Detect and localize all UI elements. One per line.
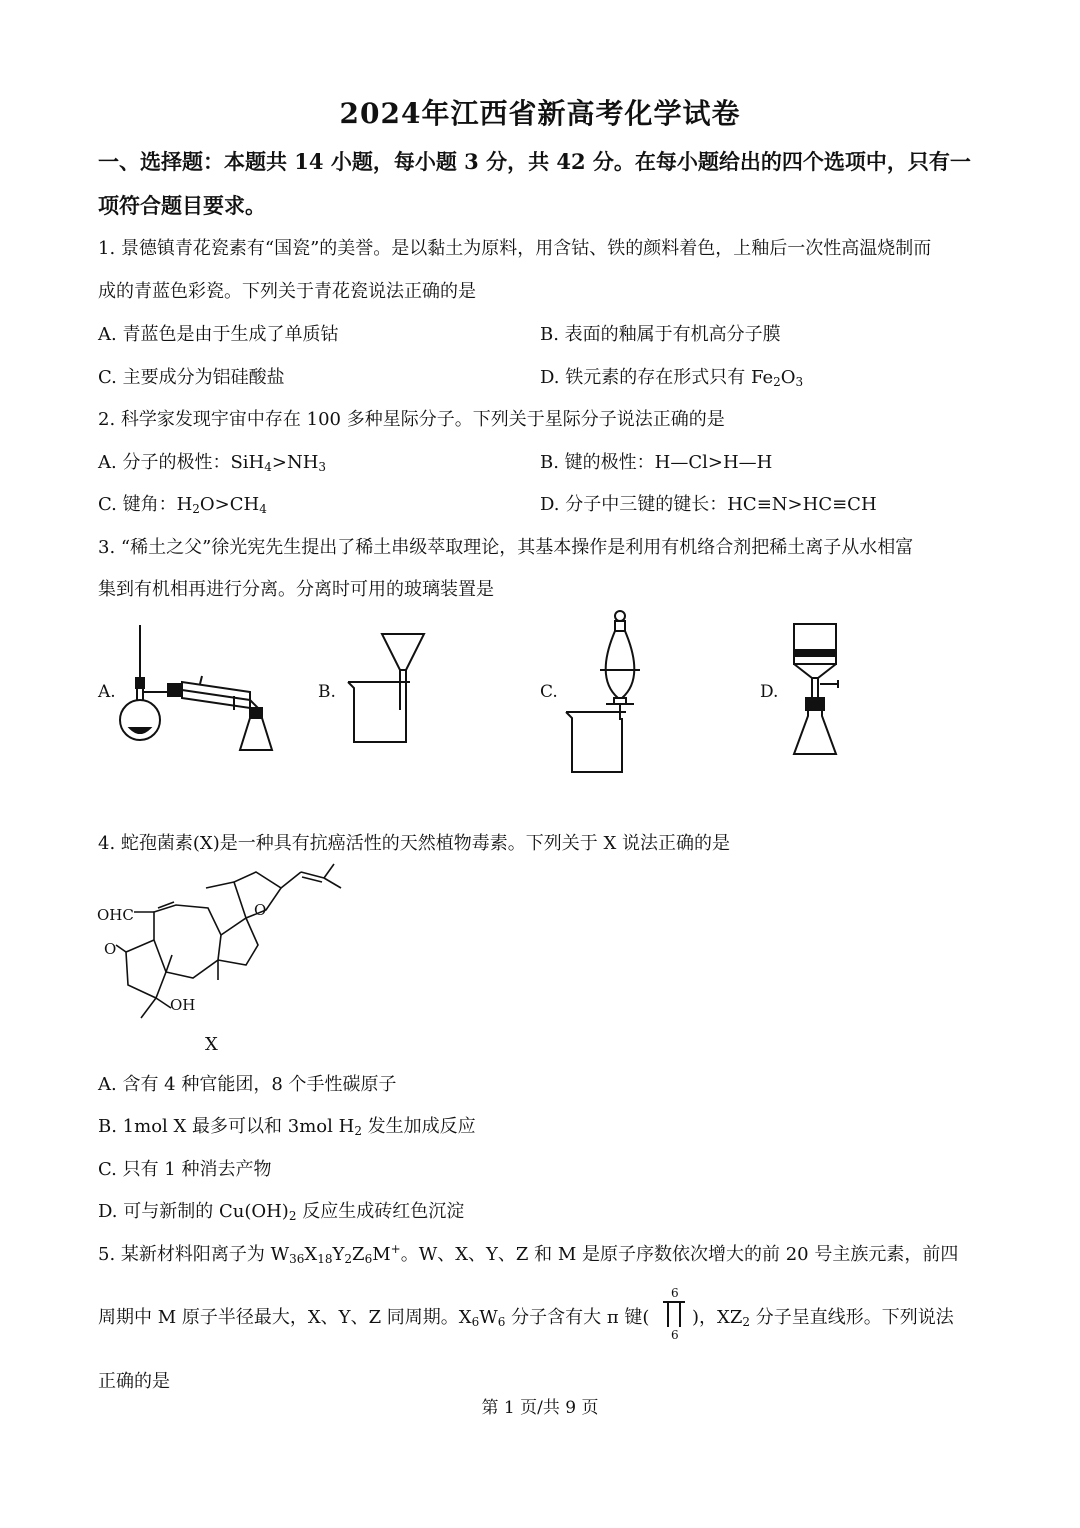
mol-label-cho: OHC [97, 906, 134, 924]
q3-stem-line1: 3. “稀土之父”徐光宪先生提出了稀土串级萃取理论，其基本操作是利用有机络合剂把稀土离子从水相富 [98, 537, 914, 558]
pi-bond-bottom: 6 [671, 1328, 679, 1342]
funnel-beaker-icon [340, 630, 440, 750]
section-heading-line1: 一、选择题：本题共 14 小题，每小题 3 分，共 42 分。在每小题给出的四个选项中，只有一 [98, 149, 971, 174]
q2-option-b: B. 键的极性：H—Cl>H—H [540, 452, 773, 473]
product-symbol-icon [663, 1301, 685, 1327]
q4-stem: 4. 蛇孢菌素(X)是一种具有抗癌活性的天然植物毒素。下列关于 X 说法正确的是 [98, 833, 731, 854]
q2-stem: 2. 科学家发现宇宙中存在 100 多种星际分子。下列关于星际分子说法正确的是 [98, 409, 725, 430]
q4-option-d: D. 可与新制的 $Cu(OH)_2$ 反应生成砖红色沉淀 [98, 1201, 465, 1223]
mol-label-ketone-o: O [104, 940, 117, 958]
page-title: 2024年江西省新高考化学试卷 [339, 97, 741, 130]
q5-stem-line1: 5. 某新材料阳离子为 $W_{36}X_{18}Y_2Z_6M^+$。W、X、Y、Z 和 M 是原子序数依次增大的前 20 号主族元素，前四 [98, 1242, 959, 1266]
q3-label-a: A. [98, 682, 116, 702]
q4-option-b: B. 1mol X 最多可以和 3mol $H_2$ 发生加成反应 [98, 1116, 476, 1138]
q4-option-c: C. 只有 1 种消去产物 [98, 1159, 272, 1180]
q1-stem-line2: 成的青蓝色彩瓷。下列关于青花瓷说法正确的是 [98, 281, 476, 302]
molecule-name: X [205, 1034, 218, 1055]
separatory-funnel-icon [560, 608, 670, 778]
suction-filtration-icon [790, 620, 870, 760]
q2-option-a: A. 分子的极性：$SiH_4>NH_3$ [98, 452, 327, 474]
q1-option-b: B. 表面的釉属于有机高分子膜 [540, 324, 781, 345]
q3-label-c: C. [540, 682, 558, 702]
q1-option-a: A. 青蓝色是由于生成了单质钴 [98, 324, 339, 345]
q3-label-d: D. [760, 682, 779, 702]
mol-label-ring-o: O [254, 901, 267, 919]
q3-label-b: B. [318, 682, 336, 702]
q1-option-d: D. 铁元素的存在形式只有 $Fe_2O_3$ [540, 367, 804, 389]
q5-stem-line2-part1: 周期中 M 原子半径最大，X、Y、Z 同周期。$X_6W_6$ 分子含有大 π 键( [98, 1307, 650, 1329]
distillation-apparatus-icon [110, 620, 290, 760]
pi-bond-notation [659, 1286, 689, 1342]
section-heading-line2: 项符合题目要求。 [98, 193, 266, 218]
mol-label-oh: OH [170, 996, 196, 1014]
q2-option-c: C. 键角：$H_2O>CH_4$ [98, 494, 267, 516]
q5-stem-line2-part2: )，$XZ_2$ 分子呈直线形。下列说法 [692, 1307, 954, 1329]
pi-bond-top: 6 [671, 1286, 679, 1300]
q3-stem-line2: 集到有机相再进行分离。分离时可用的玻璃装置是 [98, 579, 494, 600]
q1-stem-line1: 1. 景德镇青花瓷素有“国瓷”的美誉。是以黏土为原料，用含钴、铁的颜料着色，上釉后一次性高温烧制而 [98, 238, 932, 259]
q5-stem-line3: 正确的是 [98, 1371, 170, 1392]
q1-option-c: C. 主要成分为铝硅酸盐 [98, 367, 285, 388]
q2-option-d: D. 分子中三键的键长：HC≡N>HC≡CH [540, 494, 877, 515]
molecule-x-structure-icon [96, 860, 356, 1060]
q4-option-a: A. 含有 4 种官能团，8 个手性碳原子 [98, 1074, 397, 1095]
page-footer: 第 1 页/共 9 页 [481, 1398, 599, 1418]
